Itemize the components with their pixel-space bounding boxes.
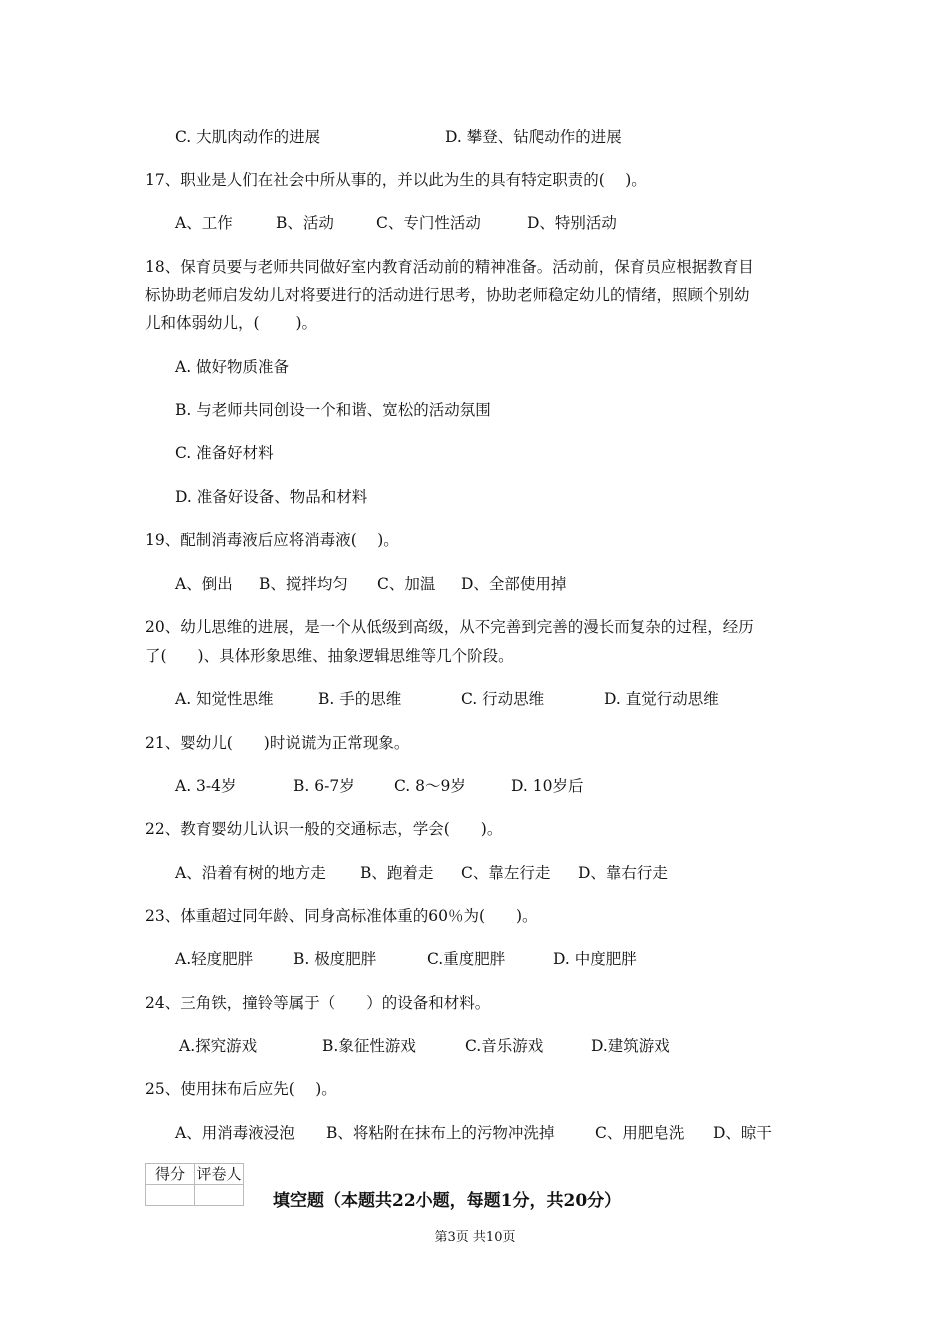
q23-option-b[interactable]: B. 极度肥胖: [293, 950, 377, 968]
q20-stem-line-1: 20、幼儿思维的进展，是一个从低级到高级，从不完善到完善的漫长而复杂的过程，经历: [145, 618, 754, 636]
q21-stem: 21、婴幼儿( )时说谎为正常现象。: [145, 734, 410, 752]
q25-stem: 25、使用抹布后应先( )。: [145, 1080, 337, 1098]
score-cell[interactable]: [146, 1185, 195, 1206]
q23-option-a[interactable]: A.轻度肥胖: [175, 950, 254, 968]
q25-option-b[interactable]: B、将粘附在抹布上的污物冲洗掉: [326, 1124, 555, 1142]
q25-option-d[interactable]: D、晾干: [713, 1124, 772, 1142]
page-footer: 第3页 共10页: [434, 1230, 516, 1245]
q17-option-c[interactable]: C、专门性活动: [376, 214, 481, 232]
q18-stem-line-1: 18、保育员要与老师共同做好室内教育活动前的精神准备。活动前，保育员应根据教育目: [145, 258, 754, 276]
q18-option-a[interactable]: A. 做好物质准备: [175, 358, 290, 376]
q18-option-c[interactable]: C. 准备好材料: [175, 444, 274, 462]
q19-option-b[interactable]: B、搅拌均匀: [259, 575, 348, 593]
q21-option-c[interactable]: C. 8～9岁: [394, 777, 466, 795]
q22-stem: 22、教育婴幼儿认识一般的交通标志，学会( )。: [145, 820, 503, 838]
q25-option-c[interactable]: C、用肥皂洗: [595, 1124, 685, 1142]
q25-option-a[interactable]: A、用消毒液浸泡: [175, 1124, 295, 1142]
q20-option-d[interactable]: D. 直觉行动思维: [604, 690, 719, 708]
q24-option-a[interactable]: A.探究游戏: [179, 1037, 258, 1055]
q24-option-d[interactable]: D.建筑游戏: [591, 1037, 670, 1055]
q16-option-c[interactable]: C. 大肌肉动作的进展: [175, 128, 321, 146]
q18-stem-line-3: 儿和体弱幼儿，( )。: [145, 314, 318, 332]
section-title: 填空题（本题共22小题，每题1分，共20分）: [273, 1191, 622, 1211]
q18-stem-line-2: 标协助老师启发幼儿对将要进行的活动进行思考，协助老师稳定幼儿的情绪，照顾个别幼: [145, 286, 750, 304]
q19-option-d[interactable]: D、全部使用掉: [461, 575, 567, 593]
q24-option-b[interactable]: B.象征性游戏: [322, 1037, 416, 1055]
q22-option-c[interactable]: C、靠左行走: [461, 864, 551, 882]
q21-option-d[interactable]: D. 10岁后: [511, 777, 584, 795]
q24-stem: 24、三角铁，撞铃等属于（ ）的设备和材料。: [145, 994, 491, 1012]
q20-stem-line-2: 了( )、具体形象思维、抽象逻辑思维等几个阶段。: [145, 647, 514, 665]
q19-option-c[interactable]: C、加温: [377, 575, 436, 593]
q17-option-d[interactable]: D、特别活动: [527, 214, 617, 232]
score-table: [145, 1163, 244, 1206]
q20-option-c[interactable]: C. 行动思维: [461, 690, 545, 708]
q21-option-b[interactable]: B. 6-7岁: [293, 777, 355, 795]
q22-option-d[interactable]: D、靠右行走: [578, 864, 668, 882]
q19-stem: 19、配制消毒液后应将消毒液( )。: [145, 531, 399, 549]
q24-option-c[interactable]: C.音乐游戏: [465, 1037, 544, 1055]
q17-option-a[interactable]: A、工作: [175, 214, 233, 232]
grader-label: 评卷人: [196, 1165, 242, 1183]
q23-stem: 23、体重超过同年龄、同身高标准体重的60％为( )。: [145, 907, 538, 925]
q20-option-b[interactable]: B. 手的思维: [318, 690, 402, 708]
q16-option-d[interactable]: D. 攀登、钻爬动作的进展: [445, 128, 622, 146]
q23-option-d[interactable]: D. 中度肥胖: [553, 950, 637, 968]
q20-option-a[interactable]: A. 知觉性思维: [175, 690, 274, 708]
score-label: 得分: [146, 1164, 195, 1185]
q23-option-c[interactable]: C.重度肥胖: [427, 950, 506, 968]
q18-option-d[interactable]: D. 准备好设备、物品和材料: [175, 488, 368, 506]
grader-cell[interactable]: [195, 1185, 244, 1206]
q17-option-b[interactable]: B、活动: [276, 214, 334, 232]
q22-option-b[interactable]: B、跑着走: [360, 864, 434, 882]
q22-option-a[interactable]: A、沿着有树的地方走: [175, 864, 326, 882]
q17-stem: 17、职业是人们在社会中所从事的，并以此为生的具有特定职责的( )。: [145, 171, 647, 189]
q18-option-b[interactable]: B. 与老师共同创设一个和谐、宽松的活动氛围: [175, 401, 491, 419]
q19-option-a[interactable]: A、倒出: [175, 575, 233, 593]
q21-option-a[interactable]: A. 3-4岁: [175, 777, 237, 795]
